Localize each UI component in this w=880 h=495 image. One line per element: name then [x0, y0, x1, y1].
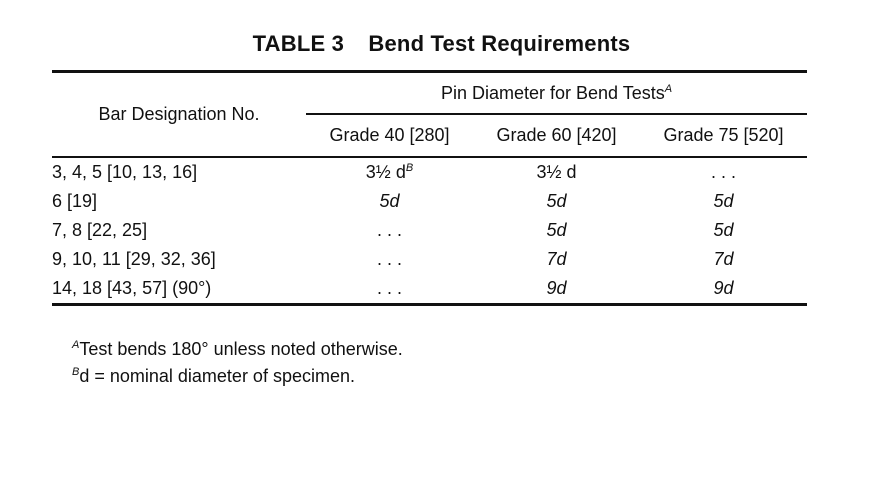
table-title-text: Bend Test Requirements: [368, 31, 631, 56]
bar-designation-cell: 9, 10, 11 [29, 32, 36]: [52, 249, 216, 269]
grade-75-cell: 7d: [713, 249, 734, 269]
grade-60-cell: 9d: [546, 278, 567, 298]
grade-40-cell: . . .: [376, 220, 402, 240]
grade-40-cell: 5d: [379, 191, 400, 211]
grade-40-cell: [306, 158, 473, 187]
header-bar-designation: Bar Designation No.: [98, 104, 260, 124]
header-pin-diameter-label: Pin Diameter for Bend Tests: [440, 82, 665, 103]
grade-60-cell: 5d: [546, 191, 567, 211]
footnote-b-mark: B: [405, 162, 414, 174]
header-grade-40: Grade 40 [280]: [329, 125, 450, 146]
footnotes: [72, 336, 403, 390]
table-number: TABLE 3: [252, 31, 345, 56]
table-row: [52, 245, 807, 274]
footnote-a: [72, 336, 403, 363]
bar-designation-cell: 14, 18 [43, 57] (90°): [52, 278, 212, 298]
grade-40-cell: . . .: [376, 278, 402, 298]
header-grade-75: Grade 75 [520]: [663, 125, 784, 146]
table-row: [52, 216, 807, 245]
footnote-b: [72, 363, 403, 390]
bar-designation-cell: 7, 8 [22, 25]: [52, 220, 148, 240]
grade-60-cell: 3½ d: [536, 162, 577, 182]
grade-75-cell: 5d: [713, 191, 734, 211]
grade-75-cell: 9d: [713, 278, 734, 298]
header-grade-60: Grade 60 [420]: [496, 125, 617, 146]
table-row: [52, 187, 807, 216]
bottom-rule: [52, 305, 807, 307]
grade-60-cell: 5d: [546, 220, 567, 240]
table-title: [52, 28, 807, 60]
grade-40-cell: . . .: [376, 249, 402, 269]
grade-75-cell: 5d: [713, 220, 734, 240]
table-row: [52, 158, 807, 187]
header-footnote-mark: A: [664, 82, 673, 95]
bar-designation-cell: 6 [19]: [52, 191, 98, 211]
bend-test-table-container: [52, 28, 807, 306]
header-pin-diameter: [306, 73, 807, 114]
header-row-1: [52, 73, 807, 114]
grade-75-cell: . . .: [710, 162, 736, 182]
table-row: [52, 274, 807, 305]
bar-designation-cell: 3, 4, 5 [10, 13, 16]: [52, 162, 198, 182]
bend-test-table: [52, 73, 807, 306]
grade-40-value: 3½ d: [365, 162, 406, 182]
grade-60-cell: 7d: [546, 249, 567, 269]
footnote-a-mark: A: [72, 339, 80, 351]
footnote-a-text: Test bends 180° unless noted otherwise.: [79, 339, 403, 359]
footnote-b-mark: B: [72, 366, 80, 378]
footnote-b-text: d = nominal diameter of specimen.: [79, 366, 355, 386]
